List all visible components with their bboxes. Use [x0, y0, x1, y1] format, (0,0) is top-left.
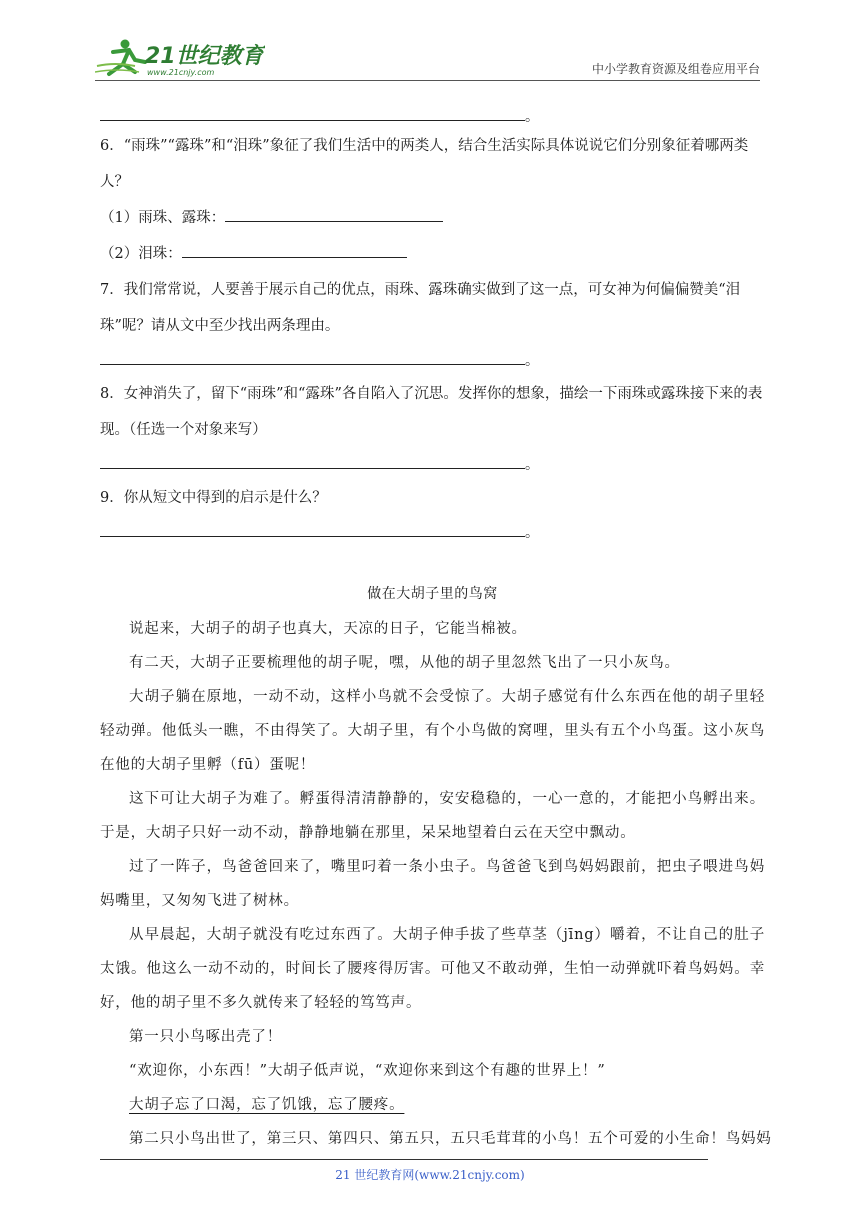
article-paragraph: 有二天，大胡子正要梳理他的胡子呢，嘿，从他的胡子里忽然飞出了一只小灰鸟。 — [129, 655, 680, 671]
question-7: 7．我们常常说，人要善于展示自己的优点，雨珠、露珠确实做到了这一点，可女神为何偏偏赞美“泪珠”呢？请从文中至少找出两条理由。 — [100, 282, 741, 334]
article-paragraph: 第二只小鸟出世了，第三只、第四只、第五只，五只毛茸茸的小鸟！五个可爱的小生命！鸟妈妈 — [129, 1131, 772, 1147]
article-title: 做在大胡子里的鸟窝 — [367, 586, 498, 602]
platform-name: 中小学教育资源及组卷应用平台 — [591, 62, 760, 76]
question-8: 8．女神消失了，留下“雨珠”和“露珠”各自陷入了沉思。发挥你的想象，描绘一下雨珠或露珠接下来的表现。（任选一个对象来写） — [100, 386, 763, 438]
article-paragraph: 这下可让大胡子为难了。孵蛋得清清静静的，安安稳稳的，一心一意的，才能把小鸟孵出来。于是，大胡子只好一动不动，静静地躺在那里，呆呆地望着白云在天空中飘动。 — [100, 791, 765, 841]
svg-text:21世纪教育: 21世纪教育 — [145, 44, 264, 69]
article-paragraph: 过了一阵子，鸟爸爸回来了，嘴里叼着一条小虫子。鸟爸爸飞到鸟妈妈跟前，把虫子喂进鸟妈妈嘴里，又匆匆飞进了树林。 — [100, 859, 765, 909]
article-paragraph-underlined: 大胡子忘了口渴，忘了饥饿，忘了腰疼。 — [129, 1097, 405, 1113]
answer-field-q6-1[interactable] — [225, 208, 443, 222]
question-6: 6．“雨珠”“露珠”和“泪珠”象征了我们生活中的两类人，结合生活实际具体说说它们分别象征着哪两类人？ — [100, 138, 749, 190]
page-content — [100, 100, 772, 1156]
article-paragraph: 说起来，大胡子的胡子也真大，天凉的日子，它能当棉被。 — [129, 621, 527, 637]
answer-field-q6-2[interactable] — [182, 244, 407, 258]
article-paragraph: “欢迎你，小东西！”大胡子低声说，“欢迎你来到这个有趣的世界上！” — [129, 1063, 606, 1079]
article-paragraph: 第一只小鸟啄出壳了！ — [129, 1029, 282, 1045]
article-paragraph: 大胡子躺在原地，一动不动，这样小鸟就不会受惊了。大胡子感觉有什么东西在他的胡子里轻轻动弹。他低头一瞧，不由得笑了。大胡子里，有个小鸟做的窝哩，里头有五个小鸟蛋。这小灰鸟在他的大胡子里孵（fū）蛋呢！ — [100, 689, 765, 773]
question-6-sub2: （2）泪珠： — [100, 236, 765, 272]
footer-link[interactable]: 21 世纪教育网(www.21cnjy.com) — [335, 1168, 525, 1182]
answer-line-q5: 。 — [100, 100, 765, 124]
footer-divider — [100, 1159, 708, 1160]
answer-line-q8[interactable]: 。 — [100, 448, 765, 472]
answer-line-q7[interactable]: 。 — [100, 344, 765, 368]
article-paragraph: 从早晨起，大胡子就没有吃过东西了。大胡子伸手拔了些草茎（jīng）嚼着，不让自己的肚子太饿。他这么一动不动的，时间长了腰疼得厉害。可他又不敢动弹，生怕一动弹就吓着鸟妈妈。幸好，他的胡子里不多久就传来了轻轻的笃笃声。 — [100, 927, 765, 1011]
answer-line-q9[interactable]: 。 — [100, 516, 765, 540]
svg-text:www.21cnjy.com: www.21cnjy.com — [147, 68, 215, 77]
header-divider — [95, 80, 760, 81]
question-6-sub1: （1）雨珠、露珠： — [100, 200, 765, 236]
page-header — [95, 36, 760, 84]
question-9: 9．你从短文中得到的启示是什么？ — [100, 490, 327, 506]
site-logo — [95, 36, 265, 80]
